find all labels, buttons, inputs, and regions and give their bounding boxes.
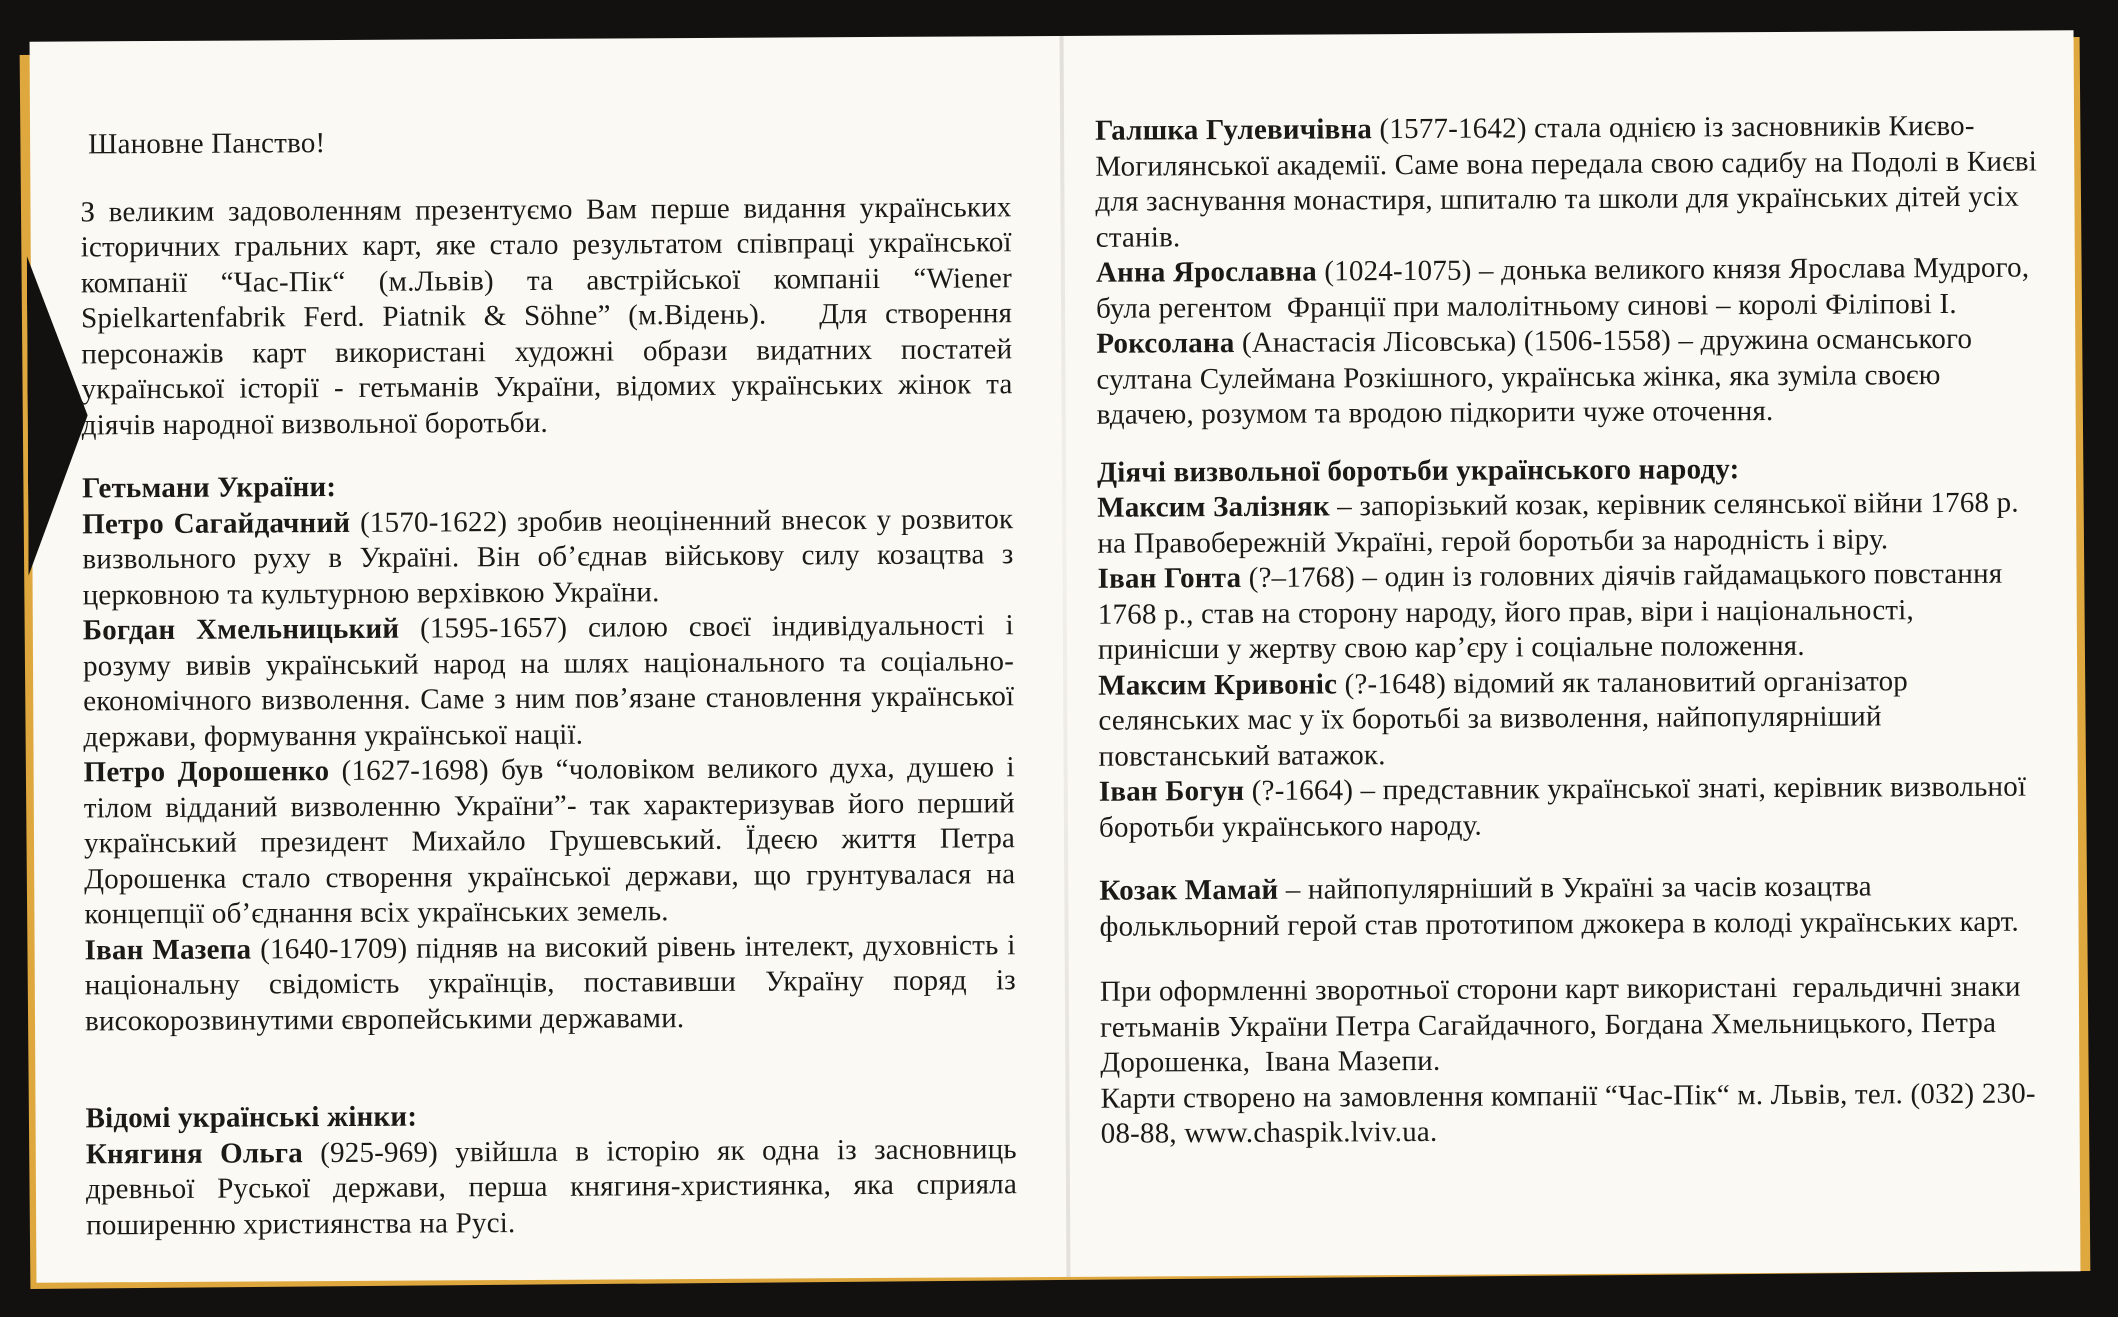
person-name: Іван Богун — [1098, 774, 1245, 808]
person-name: Роксолана — [1096, 326, 1235, 360]
person-name: Іван Мазепа — [84, 932, 252, 966]
person-bio: (?-1648) відомий як талановитий організатор селянських мас у їх боротьбі за визволення, найпопулярніший повстанський ватажок. — [1098, 664, 1909, 773]
person-bio: (?-1664) – представник української знаті, керівник визвольної боротьби українського народу. — [1098, 770, 2027, 844]
person-bio: (Анастасія Лісовська) (1506-1558) – дружина османського султана Сулеймана Розкішного, українська жінка, яка зуміла своєю вдачею, розумом та вродою підкорити чуже оточення. — [1096, 322, 1973, 431]
person-entry — [1095, 108, 2041, 255]
person-entry — [1098, 556, 2044, 668]
person-entry — [82, 502, 1014, 614]
person-name: Княгиня Ольга — [85, 1136, 304, 1170]
person-entry — [84, 750, 1016, 933]
person-entry — [86, 1132, 1018, 1244]
person-name: Козак Мамай — [1099, 873, 1279, 907]
person-entry — [1097, 485, 2042, 561]
person-name: Анна Ярославна — [1095, 255, 1317, 289]
booklet-sheet — [30, 30, 2081, 1282]
person-entry — [85, 928, 1017, 1040]
person-entry — [1099, 868, 2044, 944]
person-name: Петро Сагайдачний — [82, 506, 351, 540]
person-entry — [83, 608, 1015, 755]
person-name: Іван Гонта — [1097, 561, 1242, 595]
person-name: Богдан Хмельницький — [82, 612, 400, 647]
person-bio: – найпопулярніший в Україні за часів козацтва фолькльорний герой став прототипом джокера в колоді українських карт. — [1099, 870, 2019, 943]
person-entry — [1096, 321, 2042, 433]
person-bio: – запорізький козак, керівник селянської війни 1768 р. на Правобережній Україні, герой боротьби за народність і віру. — [1097, 486, 2019, 560]
person-bio: (1640-1709) підняв на високий рівень інтелект, духовність і національну свідомість українців, поставивши Україну поряд із високорозвинутими європейськими державами. — [84, 928, 1016, 1037]
right-page — [1095, 108, 2046, 1237]
fighters-heading: Діячі визвольної боротьби українського народу: — [1096, 452, 1740, 489]
person-bio: (1627-1698) був “чоловіком великого духа, душею і тілом відданий визволенню України”- так характеризував його перший український президент Михайло Грушевський. Їдеєю життя Петра Дорошенка стало створення української держави, що грунтувалася на концепції об’єднання всіх українських земель. — [83, 751, 1016, 931]
closing-paragraph: Карти створено на замовлення компанії “Час-Пік“ м. Львів, тел. (032) 230-08-88, www.chaspik.lviv.ua. — [1100, 1077, 2036, 1150]
intro-paragraph: З великим задоволенням презентуємо Вам перше видання українських історичних гральних карт, яке стало результатом співпраці української компанії “Час-Пік“ (м.Львів) та австрійської компаніі “Wiener Spielkartenfabrik Ferd. Piatnik & Söhne” (м.Відень). Для створення персонажів карт використані художні образи видатних постатей української історії - гетьманів України, відомих українських жінок та діячів народної визвольної боротьби. — [80, 190, 1013, 441]
person-bio: (1024-1075) – донька великого князя Ярослава Мудрого, була регентом Франції при малолітньому синові – королі Філіпові І. — [1096, 251, 2030, 325]
person-bio: (1570-1622) зробив неоціненний внесок у розвиток визвольного руху в Україні. Він об’єднав військову силу козацтва з церковною та культурною верхівкою України. — [82, 502, 1014, 611]
person-name: Максим Кривоніс — [1098, 667, 1338, 702]
hetmans-heading: Гетьмани України: — [81, 471, 337, 505]
person-bio: (1577-1642) стала однією із засновників Києво-Могилянської академії. Саме вона передала свою садибу на Подолі в Києві для заснування монастиря, шпиталю та школи для українських дітей усіх станів. — [1095, 109, 2038, 254]
person-entry — [1099, 769, 2044, 845]
person-name: Петро Дорошенко — [83, 755, 330, 789]
person-bio: (925-969) увійшла в історію як одна із засновниць древньої Руської держави, перша княгиня-християнка, яка сприяла поширенню християнства на Русі. — [85, 1132, 1018, 1241]
left-page — [80, 122, 1017, 1243]
person-bio: (1595-1657) силою своєї індивідуальності і розуму вивів український народ на шлях національного та соціально-економічного визволення. Саме з ним пов’язане становлення української держави, формування української нації. — [82, 609, 1015, 753]
person-entry — [1098, 663, 2044, 775]
column-gap — [1011, 122, 1101, 1238]
person-entry — [1096, 250, 2041, 326]
person-bio: (?–1768) – один із головних діячів гайдамацького повстання 1768 р., став на сторону народу, його прав, віри і національності, принісши у жертву свою кар’єру і соціальне положення. — [1097, 557, 2003, 666]
person-name: Максим Залізняк — [1097, 490, 1330, 524]
person-name: Галшка Гулевичівна — [1095, 113, 1373, 147]
women-heading: Відомі українські жінки: — [85, 1100, 418, 1135]
two-page-spread — [30, 30, 2081, 1243]
closing-paragraph: При оформленні зворотньої сторони карт використані геральдичні знаки гетьманів України Петра Сагайдачного, Богдана Хмельницького, Петра Дорошенка, Івана Мазепи. — [1099, 970, 2021, 1079]
salutation: Шановне Панство! — [88, 127, 326, 161]
